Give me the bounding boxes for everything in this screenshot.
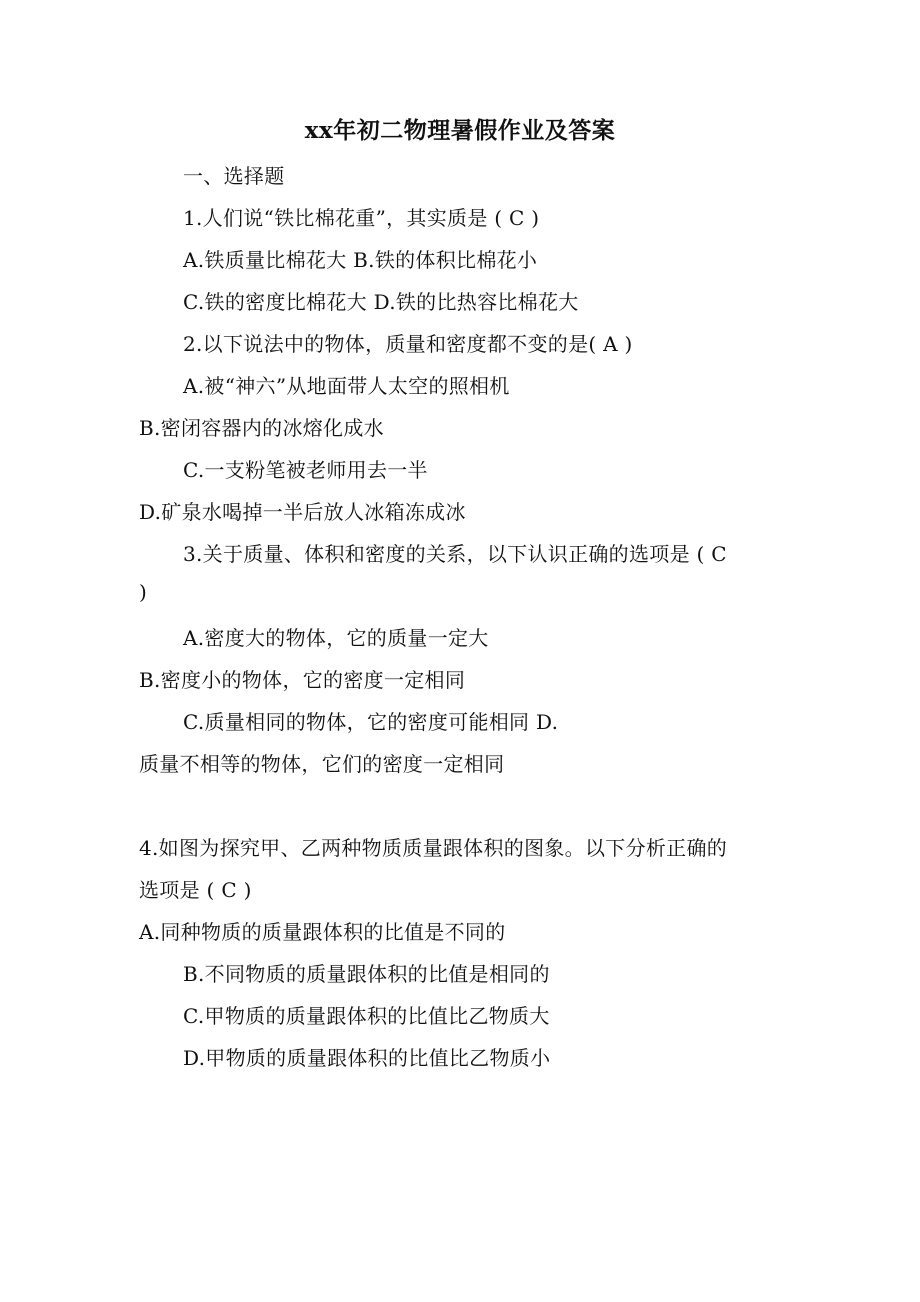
q2-option-d: D.矿泉水喝掉一半后放人冰箱冻成冰	[139, 500, 466, 524]
question-4: 4.如图为探究甲、乙两种物质质量跟体积的图象。以下分析正确的	[139, 836, 728, 860]
q1-options-cd: C.铁的密度比棉花大 D.铁的比热容比棉花大	[183, 290, 579, 314]
q3-option-c: C.质量相同的物体，它的密度可能相同 D.	[183, 710, 559, 734]
section-heading: 一、选择题	[183, 164, 285, 188]
q2-option-c: C.一支粉笔被老师用去一半	[183, 458, 428, 482]
q3-option-d: 质量不相等的物体，它们的密度一定相同	[139, 752, 505, 776]
document-title: xx年初二物理暑假作业及答案	[304, 117, 616, 144]
q4-option-d: D.甲物质的质量跟体积的比值比乙物质小	[183, 1046, 551, 1070]
question-3: 3.关于质量、体积和密度的关系，以下认识正确的选项是 ( C	[183, 542, 727, 566]
q3-option-b: B.密度小的物体，它的密度一定相同	[139, 668, 466, 692]
q2-option-b: B.密闭容器内的冰熔化成水	[139, 416, 384, 440]
question-4-continued: 选项是 ( C )	[139, 878, 252, 902]
question-1: 1.人们说“铁比棉花重”，其实质是 ( C )	[183, 206, 540, 230]
q4-option-a: A.同种物质的质量跟体积的比值是不同的	[139, 920, 506, 944]
question-2: 2.以下说法中的物体，质量和密度都不变的是( A )	[183, 332, 633, 356]
q4-option-b: B.不同物质的质量跟体积的比值是相同的	[183, 962, 550, 986]
q1-options-ab: A.铁质量比棉花大 B.铁的体积比棉花小	[183, 248, 538, 272]
q2-option-a: A.被“神六”从地面带人太空的照相机	[183, 374, 510, 398]
q3-option-a: A.密度大的物体，它的质量一定大	[183, 626, 489, 650]
question-3-continued: )	[139, 580, 148, 604]
q4-option-c: C.甲物质的质量跟体积的比值比乙物质大	[183, 1004, 550, 1028]
